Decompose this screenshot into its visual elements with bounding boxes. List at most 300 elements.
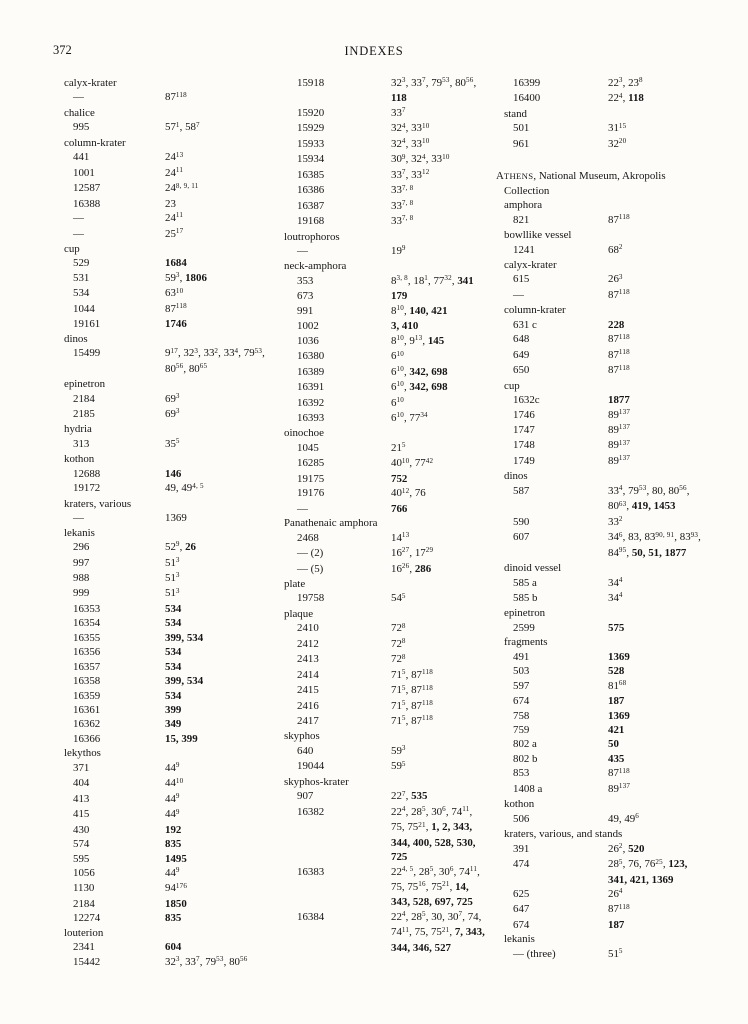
reference: $87^{118}$ bbox=[411, 698, 433, 712]
reference: $32^4$, bbox=[391, 121, 409, 135]
entry-number: 19168 bbox=[297, 215, 325, 228]
entry-number: 2416 bbox=[297, 699, 319, 712]
reference-bold: 286 bbox=[414, 562, 432, 575]
entry-refs bbox=[165, 940, 265, 954]
index-term: neck-amphora bbox=[284, 260, 347, 273]
entry-number: 2184 bbox=[73, 897, 95, 910]
reference: $75^{16}$, bbox=[407, 880, 429, 894]
entry-refs bbox=[165, 181, 265, 196]
reference: $33^2$ bbox=[608, 515, 623, 528]
entry-refs bbox=[391, 349, 486, 364]
index-entry bbox=[284, 365, 486, 380]
entry-refs bbox=[165, 823, 265, 837]
entry-number: 529 bbox=[73, 257, 90, 270]
entry-refs bbox=[391, 319, 486, 333]
reference: $51^3$ bbox=[165, 586, 180, 600]
reference: $24^{11}$ bbox=[165, 211, 184, 225]
entry-refs bbox=[391, 441, 486, 456]
entry-number: 674 bbox=[513, 695, 530, 708]
reference: $87^{118}$ bbox=[608, 902, 630, 916]
index-entry bbox=[284, 121, 486, 136]
reference: $77^{34}$ bbox=[409, 411, 428, 424]
reference-bold: 421 bbox=[608, 724, 625, 737]
entry-number: — bbox=[73, 212, 84, 225]
index-term: kothon bbox=[504, 798, 535, 811]
entry-number: 15499 bbox=[73, 347, 101, 360]
reference: 75, bbox=[414, 926, 429, 939]
entry-number: 371 bbox=[73, 761, 90, 774]
entry-refs bbox=[391, 805, 486, 865]
entry-refs bbox=[165, 881, 265, 896]
index-entry bbox=[496, 530, 704, 561]
reference-bold: 534 bbox=[165, 646, 182, 659]
entry-refs bbox=[608, 454, 704, 469]
entry-number: 1045 bbox=[297, 441, 319, 454]
entry-refs bbox=[608, 393, 704, 407]
index-term: kraters, various bbox=[64, 497, 132, 510]
reference: $52^9$, bbox=[165, 540, 183, 554]
entry-number: 491 bbox=[513, 650, 530, 663]
reference-bold: 698 bbox=[431, 365, 448, 378]
running-head: INDEXES bbox=[344, 44, 404, 58]
entry-refs bbox=[165, 540, 265, 555]
entry-refs bbox=[165, 852, 265, 866]
reference: $31^{15}$ bbox=[608, 121, 627, 135]
index-entry bbox=[284, 214, 486, 229]
entry-number: 648 bbox=[513, 333, 530, 346]
index-term: bowllike vessel bbox=[504, 229, 572, 242]
index-entry bbox=[64, 317, 265, 331]
reference: $87^{118}$ bbox=[608, 766, 630, 780]
reference-bold: 342, bbox=[409, 381, 429, 394]
entry-refs bbox=[391, 744, 486, 759]
entry-refs bbox=[608, 76, 704, 91]
entry-number: 999 bbox=[73, 587, 90, 600]
index-entry bbox=[496, 243, 704, 258]
entry-refs bbox=[391, 683, 486, 698]
reference: 8$^{3, 8}$, bbox=[391, 274, 411, 287]
reference: 75, bbox=[391, 881, 405, 894]
entry-number: 16358 bbox=[73, 675, 101, 688]
entry-number: 15920 bbox=[297, 106, 325, 119]
reference: $8^{10}$, bbox=[391, 334, 407, 347]
entry-number: 995 bbox=[73, 121, 90, 134]
index-entry bbox=[64, 674, 265, 688]
entry-number: 997 bbox=[73, 556, 90, 569]
reference-bold: 725 bbox=[456, 896, 473, 909]
entry-number: 404 bbox=[73, 777, 90, 790]
index-entry bbox=[64, 586, 265, 601]
entry-number: 313 bbox=[73, 437, 90, 450]
entry-refs bbox=[165, 792, 265, 807]
entry-number: 16384 bbox=[297, 910, 325, 923]
reference: $32^3$, bbox=[183, 346, 201, 360]
index-entry bbox=[64, 602, 265, 616]
index-entry bbox=[284, 199, 486, 214]
index-entry bbox=[284, 289, 486, 303]
entry-number: 625 bbox=[513, 888, 530, 901]
entry-number: 2417 bbox=[297, 715, 319, 728]
reference-bold: 341, bbox=[608, 873, 628, 886]
reference: $75^{21}$, bbox=[430, 925, 453, 939]
entry-refs bbox=[608, 438, 704, 453]
entry-number: 506 bbox=[513, 812, 530, 825]
entry-refs bbox=[165, 392, 265, 407]
index-term: plate bbox=[284, 577, 306, 590]
reference: $16^{27}$, bbox=[391, 546, 413, 560]
index-entry bbox=[64, 271, 265, 286]
index-entry bbox=[496, 272, 704, 287]
index-entry bbox=[284, 546, 486, 561]
index-entry bbox=[496, 782, 704, 797]
index-entry bbox=[284, 106, 486, 121]
index-term: lekanis bbox=[64, 526, 95, 539]
entry-refs bbox=[391, 714, 486, 729]
index-term: kothon bbox=[64, 453, 95, 466]
entry-refs bbox=[165, 256, 265, 270]
index-entry bbox=[284, 411, 486, 426]
index-term: epinetron bbox=[64, 378, 106, 391]
index-entry bbox=[496, 515, 704, 530]
entry-number: 674 bbox=[513, 918, 530, 931]
entry-number: — bbox=[73, 512, 84, 525]
reference: 33$^{7, 8}$ bbox=[391, 199, 414, 212]
entry-refs bbox=[165, 407, 265, 422]
reference: $32^4$, bbox=[391, 137, 409, 150]
index-term: skyphos bbox=[284, 730, 320, 743]
entry-refs bbox=[608, 272, 704, 287]
index-entry bbox=[284, 380, 486, 395]
entry-number: 2341 bbox=[73, 941, 95, 954]
reference: $22^7$, bbox=[391, 789, 409, 803]
reference-bold: 528, bbox=[412, 896, 432, 909]
entry-refs bbox=[165, 271, 265, 286]
index-entry bbox=[496, 576, 704, 591]
entry-number: 16388 bbox=[73, 197, 101, 210]
index-entry bbox=[284, 714, 486, 729]
reference-bold: 344, bbox=[391, 836, 411, 849]
entry-number: 853 bbox=[513, 767, 530, 780]
reference-bold: 344, bbox=[391, 941, 411, 954]
collection-heading-line2: Collection bbox=[504, 184, 550, 197]
index-entry bbox=[284, 865, 486, 910]
entry-number: 19175 bbox=[297, 472, 325, 485]
index-entry bbox=[64, 955, 265, 970]
reference: $69^3$ bbox=[165, 407, 180, 420]
entry-number: 590 bbox=[513, 515, 530, 528]
reference-bold: 421, bbox=[629, 873, 649, 886]
index-entry bbox=[64, 660, 265, 674]
index-entry bbox=[64, 481, 265, 496]
reference: $80^{63}$, bbox=[608, 499, 630, 513]
index-entry bbox=[64, 616, 265, 630]
reference: $63^{10}$ bbox=[165, 286, 184, 300]
reference: $33^7$, bbox=[411, 76, 429, 89]
entry-refs bbox=[608, 408, 704, 423]
entry-refs bbox=[608, 766, 704, 781]
entry-refs bbox=[608, 515, 704, 530]
entry-refs bbox=[608, 650, 704, 664]
reference-bold: 341 bbox=[457, 274, 474, 287]
entry-number: 2468 bbox=[297, 531, 319, 544]
entry-number: 802 a bbox=[513, 738, 537, 751]
entry-number: — bbox=[297, 502, 308, 515]
index-entry bbox=[64, 645, 265, 659]
index-column-1 bbox=[64, 76, 265, 970]
index-entry bbox=[284, 683, 486, 698]
entry-refs bbox=[391, 214, 486, 229]
entry-refs bbox=[391, 168, 486, 183]
entry-refs bbox=[391, 411, 486, 426]
entry-number: 673 bbox=[297, 290, 314, 303]
reference: 30, bbox=[431, 910, 445, 923]
entry-number: 1408 a bbox=[513, 782, 543, 795]
index-entry bbox=[64, 166, 265, 181]
entry-refs bbox=[608, 947, 704, 962]
reference: $30^9$, bbox=[391, 152, 409, 166]
reference: 76, bbox=[628, 858, 642, 871]
entry-refs bbox=[165, 689, 265, 703]
entry-refs bbox=[608, 318, 704, 332]
entry-refs bbox=[165, 660, 265, 674]
index-entry bbox=[284, 168, 486, 183]
entry-refs bbox=[608, 591, 704, 606]
entry-number: 16353 bbox=[73, 602, 101, 615]
entry-refs bbox=[165, 227, 265, 242]
index-term: Panathenaic amphora bbox=[284, 517, 378, 530]
entry-refs bbox=[165, 556, 265, 571]
reference: $32^4$, bbox=[411, 152, 429, 166]
reference: $72^8$ bbox=[391, 637, 406, 650]
entry-number: 615 bbox=[513, 273, 530, 286]
index-term: column-krater bbox=[504, 304, 566, 317]
entry-number: 16366 bbox=[73, 732, 101, 745]
index-entry bbox=[64, 120, 265, 135]
reference: $28^5$, bbox=[418, 864, 437, 878]
entry-refs bbox=[391, 865, 486, 910]
reference-bold: 50, bbox=[631, 546, 646, 559]
reference: $22^4$, bbox=[391, 805, 409, 818]
index-entry bbox=[64, 181, 265, 196]
reference: $79^{53}$, bbox=[628, 484, 650, 497]
entry-refs bbox=[165, 602, 265, 616]
entry-number: 1036 bbox=[297, 334, 319, 347]
reference: $87^{118}$ bbox=[165, 90, 187, 104]
entry-number: 587 bbox=[513, 484, 530, 497]
entry-refs bbox=[165, 776, 265, 791]
reference-bold: 535 bbox=[411, 790, 428, 803]
entry-refs bbox=[391, 668, 486, 683]
reference-bold: 1495 bbox=[165, 852, 187, 865]
reference: $6^{10}$ bbox=[391, 349, 404, 363]
entry-number: 19176 bbox=[297, 487, 325, 500]
index-entry bbox=[64, 302, 265, 317]
reference: $22^4$, bbox=[391, 910, 409, 923]
entry-refs bbox=[608, 363, 704, 378]
index-entry bbox=[284, 789, 486, 804]
entry-refs bbox=[608, 694, 704, 708]
index-entry bbox=[284, 652, 486, 667]
entry-refs bbox=[391, 472, 486, 486]
entry-refs bbox=[391, 365, 486, 380]
reference: $51^5$ bbox=[608, 947, 623, 960]
entry-refs bbox=[165, 631, 265, 645]
entry-number: — bbox=[297, 244, 308, 257]
index-entry bbox=[64, 346, 265, 377]
index-entry bbox=[64, 717, 265, 731]
reference: $79^{53}$, bbox=[205, 955, 227, 968]
reference: $26^3$ bbox=[608, 272, 623, 286]
entry-refs bbox=[391, 152, 486, 167]
index-entry bbox=[496, 318, 704, 332]
entry-refs bbox=[165, 645, 265, 659]
index-term: stand bbox=[504, 107, 527, 120]
reference-bold: 1369 bbox=[608, 709, 630, 722]
index-entry bbox=[284, 244, 486, 259]
entry-refs bbox=[391, 76, 486, 106]
reference: $58^7$ bbox=[185, 120, 200, 134]
entry-number: 531 bbox=[73, 271, 90, 284]
entry-refs bbox=[608, 530, 704, 561]
entry-number: 16357 bbox=[73, 660, 101, 673]
reference: $44^{10}$ bbox=[165, 776, 184, 790]
entry-refs bbox=[165, 90, 265, 105]
entry-number: 2414 bbox=[297, 668, 319, 681]
reference: 23 bbox=[165, 197, 176, 210]
entry-number: 1749 bbox=[513, 454, 535, 467]
entry-number: 16389 bbox=[297, 365, 325, 378]
entry-refs bbox=[165, 955, 265, 970]
reference: $17^{29}$ bbox=[414, 546, 434, 560]
entry-number: 501 bbox=[513, 122, 530, 135]
index-entry bbox=[496, 213, 704, 228]
entry-refs bbox=[608, 348, 704, 363]
entry-refs bbox=[391, 531, 486, 546]
reference: $44^9$ bbox=[165, 761, 180, 774]
reference: $75^{21}$, bbox=[431, 880, 453, 894]
reference-bold: 140, bbox=[409, 304, 429, 317]
reference: $32^3$, bbox=[165, 955, 183, 968]
reference: $30^6$, bbox=[438, 864, 457, 878]
reference: $51^3$ bbox=[165, 555, 180, 569]
entry-refs bbox=[165, 437, 265, 452]
entry-number: — bbox=[73, 227, 84, 240]
reference: $72^8$ bbox=[391, 652, 406, 666]
reference-bold: 146 bbox=[165, 467, 182, 480]
reference: $59^3$ bbox=[391, 744, 406, 757]
reference: $22^3$, bbox=[608, 76, 626, 89]
index-entry bbox=[284, 274, 486, 289]
reference: $59^5$ bbox=[391, 759, 406, 773]
reference-bold: 835 bbox=[165, 912, 182, 925]
entry-number: 391 bbox=[513, 842, 530, 855]
reference: $40^{12}$, bbox=[391, 486, 413, 500]
reference-bold: 1, bbox=[431, 821, 440, 834]
entry-refs bbox=[608, 812, 704, 827]
entry-refs bbox=[608, 213, 704, 228]
entry-refs bbox=[608, 918, 704, 932]
reference: $44^9$ bbox=[165, 807, 180, 821]
index-entry bbox=[284, 699, 486, 714]
entry-number: 19044 bbox=[297, 760, 325, 773]
index-term: amphora bbox=[504, 199, 543, 212]
reference: $87^{118}$ bbox=[608, 348, 630, 361]
entry-refs bbox=[608, 857, 704, 887]
index-entry bbox=[496, 332, 704, 347]
index-entry bbox=[496, 650, 704, 664]
index-entry bbox=[284, 502, 486, 516]
entry-refs bbox=[165, 837, 265, 851]
reference: 24$^{8, 9, 11}$ bbox=[165, 181, 199, 195]
reference: $28^5$, bbox=[411, 805, 429, 818]
index-entry bbox=[284, 349, 486, 364]
index-entry bbox=[64, 197, 265, 211]
entry-number: 12587 bbox=[73, 182, 101, 195]
entry-number: 16400 bbox=[513, 92, 541, 105]
index-entry bbox=[64, 881, 265, 896]
reference: 76 bbox=[414, 487, 426, 500]
reference: 22$^{4, 5}$, bbox=[391, 864, 417, 878]
reference: $33^{10}$ bbox=[411, 121, 430, 135]
reference-bold: 1877 bbox=[664, 546, 687, 559]
reference-bold: 346, bbox=[412, 941, 432, 954]
index-entry bbox=[64, 437, 265, 452]
reference-bold: 179 bbox=[391, 290, 408, 303]
entry-number: 991 bbox=[297, 304, 314, 317]
index-term: chalice bbox=[64, 106, 95, 119]
index-term: lekythos bbox=[64, 747, 101, 760]
index-entry bbox=[64, 407, 265, 422]
collection-heading: ATHENS, National Museum, Akropolis bbox=[496, 170, 666, 183]
reference-bold: 187 bbox=[608, 918, 625, 931]
index-entry bbox=[496, 621, 704, 635]
reference: $87^{118}$ bbox=[608, 288, 630, 301]
entry-number: 12688 bbox=[73, 467, 101, 480]
index-entry bbox=[64, 286, 265, 301]
reference: $68^2$ bbox=[608, 242, 623, 256]
index-entry bbox=[284, 486, 486, 501]
reference-bold: 1369 bbox=[608, 650, 630, 663]
index-term: hydria bbox=[64, 423, 92, 436]
reference-bold: 399 bbox=[165, 704, 182, 717]
index-entry bbox=[496, 121, 704, 136]
index-entry bbox=[284, 910, 486, 955]
reference-bold: 1850 bbox=[165, 897, 187, 910]
entry-refs bbox=[608, 121, 704, 136]
reference-bold: 752 bbox=[391, 472, 408, 485]
entry-number: 16392 bbox=[297, 396, 325, 409]
entry-number: 413 bbox=[73, 792, 90, 805]
index-entry bbox=[284, 319, 486, 333]
entry-refs bbox=[608, 737, 704, 751]
index-entry bbox=[284, 304, 486, 319]
index-entry bbox=[284, 152, 486, 167]
reference-bold: 192 bbox=[165, 823, 182, 836]
entry-refs bbox=[165, 120, 265, 135]
entry-refs bbox=[165, 616, 265, 630]
index-entry bbox=[64, 90, 265, 105]
reference-bold: 399, bbox=[165, 675, 185, 688]
reference-bold: 534 bbox=[165, 660, 182, 673]
index-entry bbox=[284, 668, 486, 683]
entry-number: — (2) bbox=[297, 547, 324, 560]
reference: $33^7$ bbox=[391, 106, 406, 119]
index-entry bbox=[64, 911, 265, 925]
entry-refs bbox=[608, 91, 704, 106]
reference-bold: 534 bbox=[165, 689, 182, 702]
entry-number: 16382 bbox=[297, 805, 325, 818]
reference-bold: 528 bbox=[608, 665, 625, 678]
